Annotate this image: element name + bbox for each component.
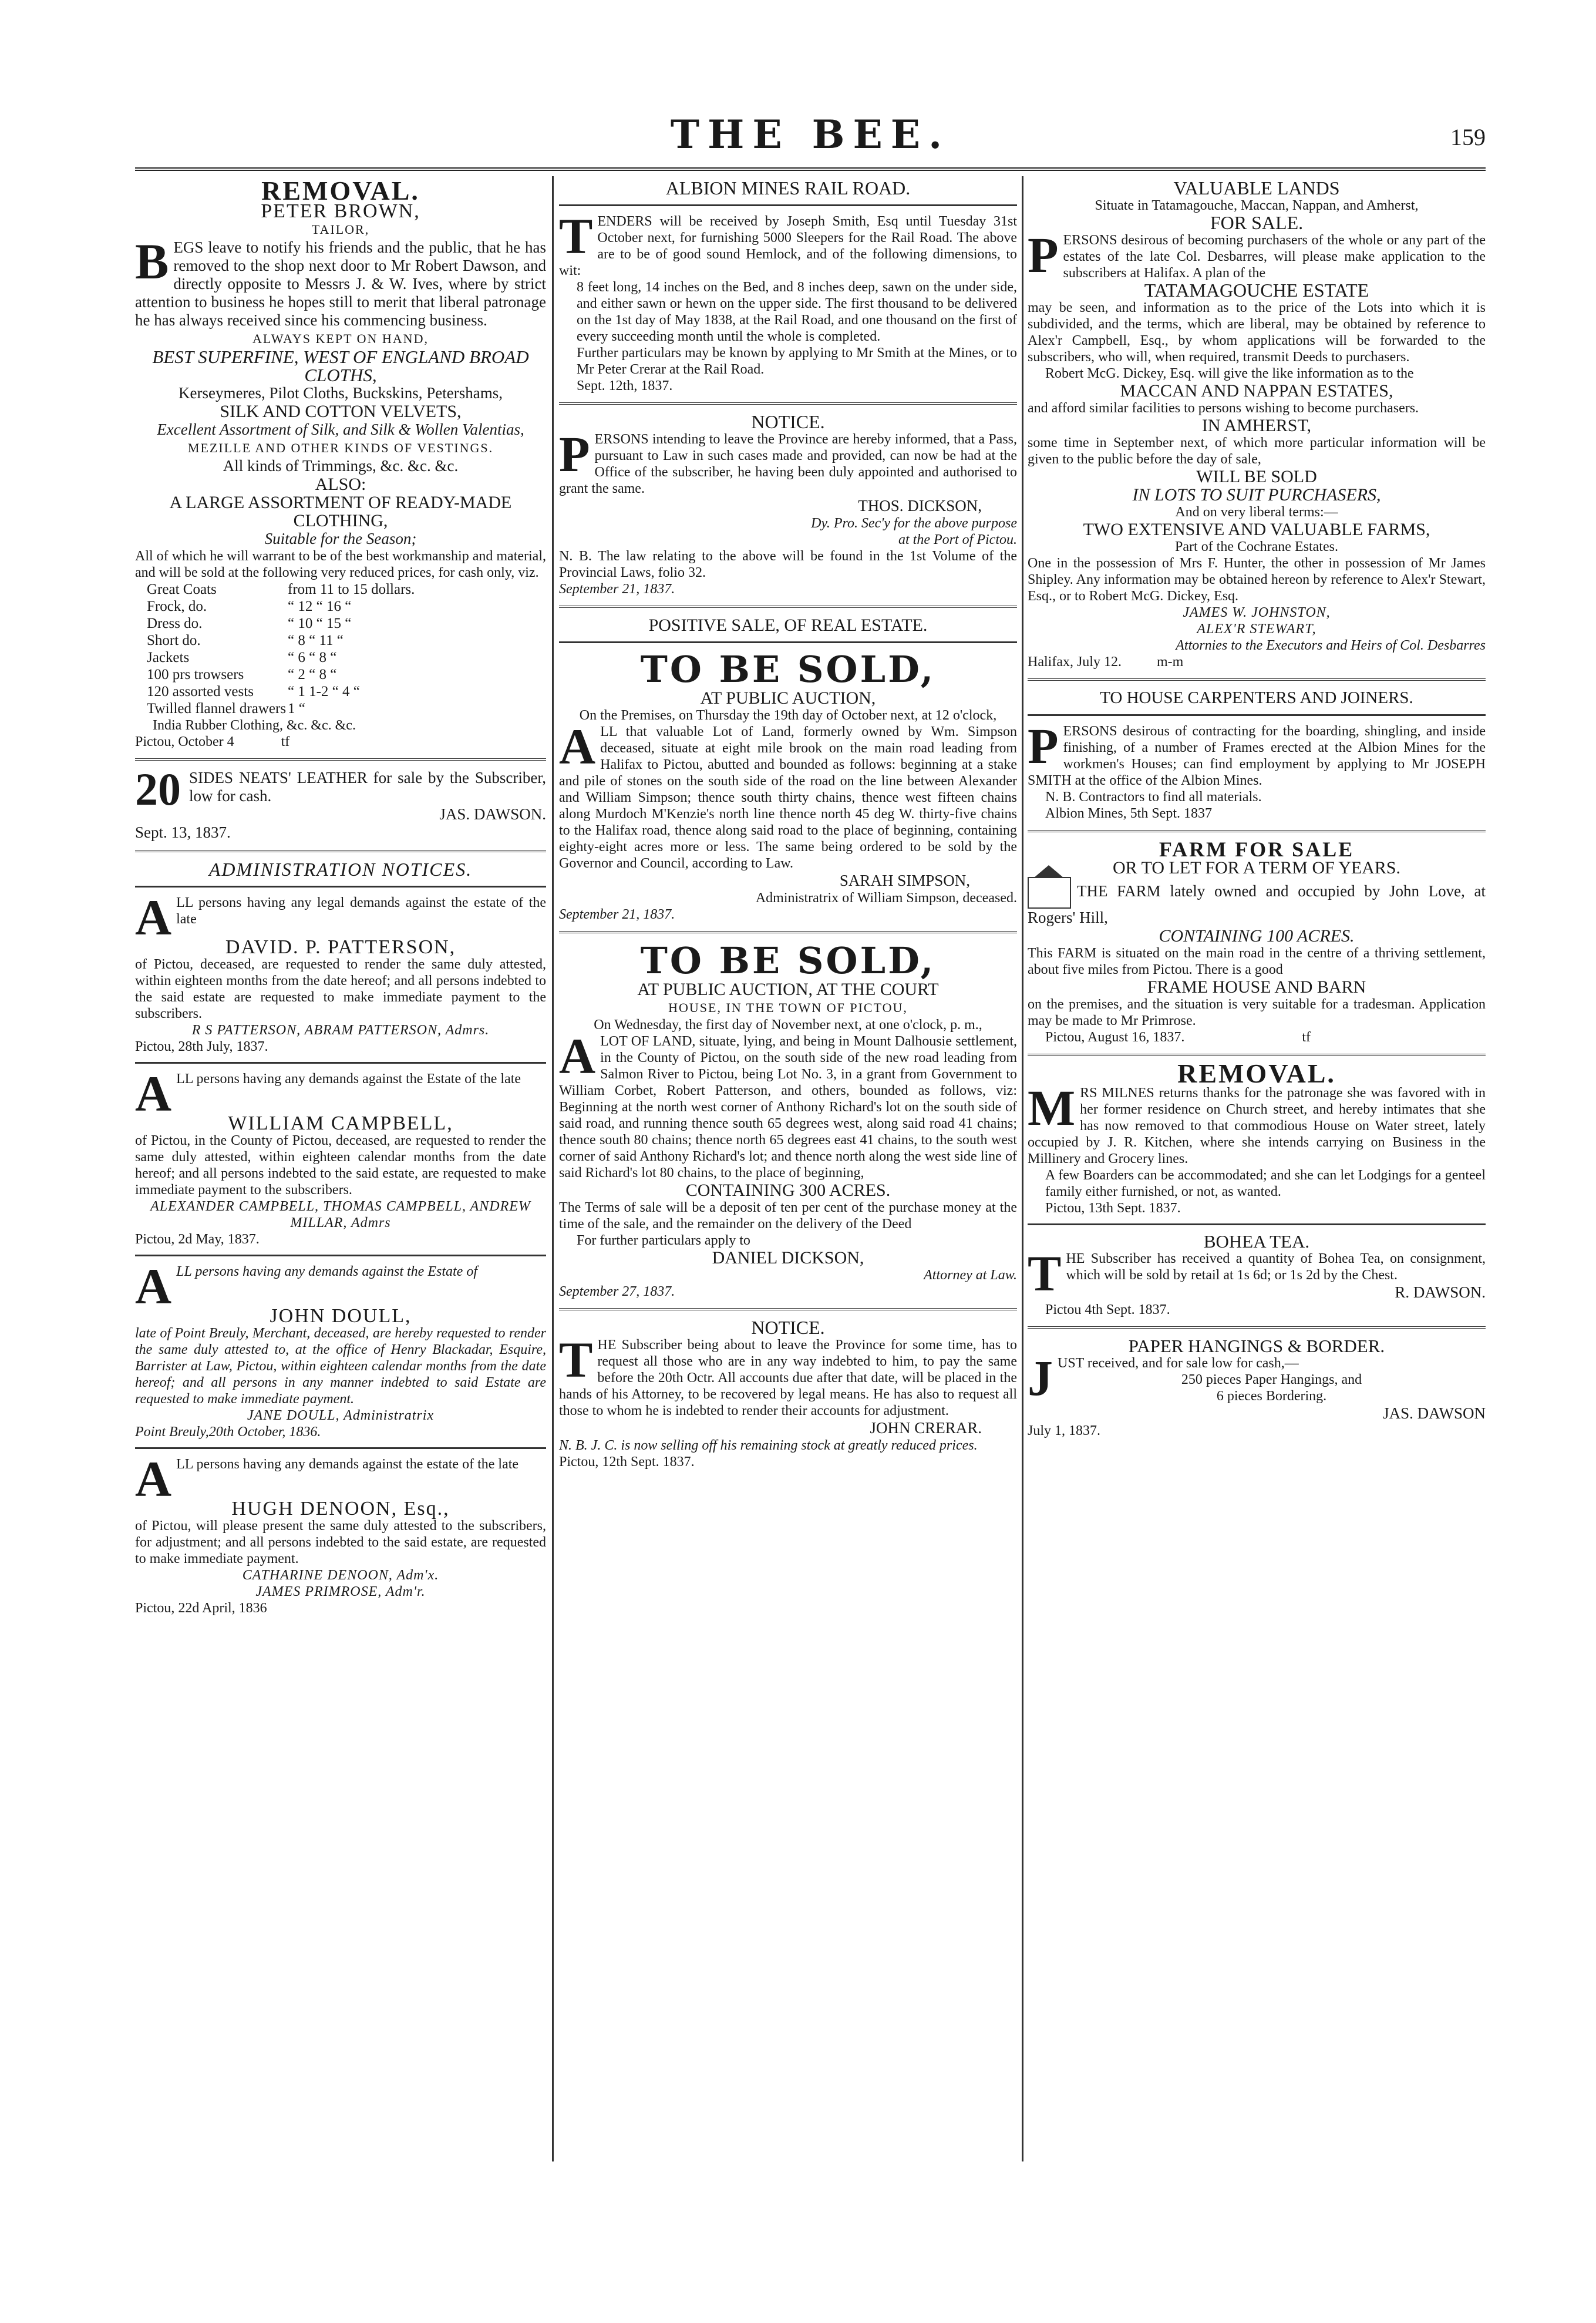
ad-heading: NOTICE. bbox=[751, 411, 825, 432]
divider bbox=[135, 886, 546, 887]
ad-date: Pictou, 12th Sept. 1837. bbox=[559, 1454, 695, 1470]
ad-leather bbox=[135, 764, 546, 842]
ad-signature: SARAH SIMPSON, bbox=[839, 872, 970, 889]
ad-subhead: MACCAN AND NAPPAN ESTATES, bbox=[1120, 381, 1393, 401]
ad-administration bbox=[135, 860, 546, 1616]
ad-body: Part of the Cochrane Estates. bbox=[1175, 539, 1338, 554]
ad-heading: TO BE SOLD, bbox=[640, 939, 936, 982]
ad-positive-sale bbox=[559, 616, 1017, 923]
divider bbox=[1028, 678, 1486, 681]
drop-cap: T bbox=[559, 208, 593, 264]
ad-date: Halifax, July 12. bbox=[1028, 654, 1122, 670]
price-value: “ 12 “ 16 “ bbox=[288, 599, 352, 614]
ad-signature: CATHARINE DENOON, Adm'x. bbox=[242, 1568, 439, 1583]
ad-body: ERSONS desirous of contracting for the boarding, shingling, and inside finishing, of a number of Frames erected at the Albion Mines for the workmen's Houses; can find employment by applying to Mr JOSEPH SMITH at the office of the Albion Mines. bbox=[1028, 724, 1486, 788]
ad-subhead: CONTAINING 300 ACRES. bbox=[685, 1181, 891, 1200]
drop-cap: A bbox=[135, 1451, 172, 1507]
ad-role: Admrs bbox=[351, 1215, 391, 1231]
ad-signature: DANIEL DICKSON, bbox=[712, 1248, 864, 1268]
ad-date: Pictou, 28th July, 1837. bbox=[135, 1039, 268, 1054]
ad-date: Pictou, 2d May, 1837. bbox=[135, 1232, 260, 1247]
price-value: 1 “ bbox=[288, 701, 305, 717]
ad-date: Albion Mines, 5th Sept. 1837 bbox=[1045, 806, 1213, 821]
divider bbox=[559, 1308, 1017, 1310]
ad-body: THE FARM lately owned and occupied by John Love, at Rogers' Hill, bbox=[1028, 882, 1486, 926]
price-item: Jackets bbox=[147, 650, 190, 665]
ad-role: Dy. Pro. Sec'y for the above purpose bbox=[811, 516, 1017, 531]
ad-date: Point Breuly,20th October, 1836. bbox=[135, 1424, 321, 1440]
price-value: “ 2 “ 8 “ bbox=[288, 667, 337, 683]
ad-role: Admrs. bbox=[445, 1023, 490, 1038]
ad-body: RS MILNES returns thanks for the patronage she was favored with in her former residence on Church street, and hereby intimates that she has now removed to that commodious House on Water street, lately occupied by J. R. Kitchen, where she intends carrying on Business in the Millinery and Grocery lines. bbox=[1028, 1085, 1486, 1166]
ad-role: at the Port of Pictou. bbox=[898, 532, 1017, 547]
drop-cap: A bbox=[559, 718, 596, 775]
ad-body: ENDERS will be received by Joseph Smith, Esq until Tuesday 31st October next, for furnishing 5000 Sleepers for the Rail Road. The above are to be of good sound Hemlock, and of the following dimensions, to wit: bbox=[559, 214, 1017, 278]
ad-signature: ALEXANDER CAMPBELL, THOMAS CAMPBELL, ANDREW MILLAR, bbox=[150, 1199, 531, 1231]
divider bbox=[1028, 830, 1486, 832]
ad-when: On the Premises, on Thursday the 19th day of October next, at 12 o'clock, bbox=[579, 708, 997, 723]
ad-item: India Rubber Clothing, &c. &c. &c. bbox=[153, 718, 356, 733]
ad-note: N. B. Contractors to find all materials. bbox=[1045, 789, 1262, 805]
ad-body: LL persons having any demands against the estate of the late bbox=[176, 1457, 519, 1472]
ad-body: and afford similar facilities to persons wishing to become purchasers. bbox=[1028, 401, 1419, 416]
divider bbox=[135, 1447, 546, 1449]
divider bbox=[559, 931, 1017, 933]
ad-subhead: OR TO LET FOR A TERM OF YEARS. bbox=[1112, 858, 1401, 878]
ad-body: Robert McG. Dickey, Esq. will give the like information as to the bbox=[1045, 366, 1414, 381]
ad-signature: JAS. DAWSON bbox=[1383, 1404, 1486, 1422]
price-value: “ 1 1-2 “ 4 “ bbox=[288, 684, 360, 700]
deceased-name: HUGH DENOON, Esq., bbox=[231, 1498, 450, 1519]
ad-date: Pictou, August 16, 1837. bbox=[1045, 1030, 1185, 1045]
ad-date: Pictou, October 4 bbox=[135, 734, 234, 749]
ad-signature: R S PATTERSON, ABRAM PATTERSON, bbox=[191, 1023, 442, 1038]
masthead-rule bbox=[135, 167, 1486, 173]
ad-signature: JANE DOULL, Administratrix bbox=[247, 1408, 435, 1423]
ad-paper-hangings bbox=[1028, 1337, 1486, 1439]
ad-body: Further particulars may be known by applying to Mr Smith at the Mines, or to Mr Peter Crerar at the Rail Road. bbox=[577, 345, 1017, 377]
ad-item: MEZILLE AND OTHER KINDS OF VESTINGS. bbox=[187, 441, 494, 455]
ad-body: LL that valuable Lot of Land, formerly owned by Wm. Simpson deceased, situate at eight mile brook on the main road leading from Halifax to Pictou, abutted and bounded as follows: beginning at a stake and pile of stones on the south side of the road on the line between Alexander and William Simpson; thence south thirty chains, thence west fifteen chains along Murdoch M'Kenzie's north line thence north 45 deg W. thirty-five chains to the Halifax road, thence along said road to the place of beginning, containing eighty-eight acres more or less. The same being ordered to be sold by the Governor and Council, according to Law. bbox=[559, 724, 1017, 871]
price-item: Great Coats bbox=[147, 581, 217, 597]
ad-body: of Pictou, in the County of Pictou, deceased, are requested to render the same duly attested, within eighteen calendar months from the date hereof; and all persons indebted to the said estate, are requested to make immediate payment to the subscribers. bbox=[135, 1133, 546, 1198]
price-value: “ 10 “ 15 “ bbox=[288, 616, 352, 631]
drop-cap: A bbox=[135, 1258, 172, 1315]
ad-subhead: ALWAYS KEPT ON HAND, bbox=[252, 331, 429, 346]
ad-body: This FARM is situated on the main road in the centre of a thriving settlement, about five miles from Pictou. There is a good bbox=[1028, 946, 1486, 977]
divider bbox=[1028, 714, 1486, 716]
ad-subhead: FRAME HOUSE AND BARN bbox=[1147, 977, 1366, 997]
ad-item: Kerseymeres, Pilot Cloths, Buckskins, Petershams, bbox=[179, 384, 503, 402]
house-icon bbox=[1028, 877, 1071, 909]
ad-body: The Terms of sale will be a deposit of ten per cent of the purchase money at the time of the sale, and the remainder on the delivery of the Deed bbox=[559, 1200, 1017, 1232]
divider bbox=[559, 402, 1017, 405]
column-1 bbox=[135, 176, 546, 1622]
drop-cap: M bbox=[1028, 1080, 1076, 1136]
advertiser-name: PETER BROWN, bbox=[261, 200, 420, 222]
column-rule-1 bbox=[552, 176, 554, 2161]
price-row bbox=[135, 615, 546, 632]
ad-body: HE Subscriber has received a quantity of Bohea Tea, on consignment, which will be sold by retail at 1s 6d; or 1s 2d by the Chest. bbox=[1066, 1251, 1486, 1283]
ad-role: Attorney at Law. bbox=[924, 1268, 1017, 1283]
divider bbox=[135, 850, 546, 852]
divider bbox=[1028, 1326, 1486, 1329]
ad-subhead: AT PUBLIC AUCTION, bbox=[700, 688, 876, 708]
ad-date: September 27, 1837. bbox=[559, 1284, 675, 1299]
ad-subhead: CONTAINING 100 ACRES. bbox=[1159, 926, 1355, 946]
ad-body: LL persons having any legal demands against the estate of the late bbox=[176, 895, 546, 927]
price-row bbox=[135, 649, 546, 666]
ad-date: Sept. 13, 1837. bbox=[135, 823, 231, 841]
ad-body: One in the possession of Mrs F. Hunter, the other in possession of Mr James Shipley. Any information may be obtained hereon by reference to Alex'r Stewart, Esq., or to Robert McG. Dickey, Esq. bbox=[1028, 556, 1486, 604]
drop-cap: A bbox=[135, 1065, 172, 1122]
ad-subhead: IN AMHERST, bbox=[1201, 416, 1312, 435]
ad-role: Administratrix of William Simpson, deceased. bbox=[755, 890, 1017, 906]
divider bbox=[559, 204, 1017, 206]
ad-heading: TO BE SOLD, bbox=[640, 648, 936, 691]
ad-body: HE Subscriber being about to leave the Province for some time, has to request all those who are in any way indebted to him, to pay the same before the 20th Octr. All accounts due after that date, will be placed in the hands of his Attorney, to be recovered by legal means. He has also to request all those to whom he is indebted to render their accounts for adjustment. bbox=[559, 1337, 1017, 1418]
ad-subhead: IN LOTS TO SUIT PURCHASERS, bbox=[1132, 485, 1381, 505]
ad-date: Pictou 4th Sept. 1837. bbox=[1045, 1302, 1170, 1317]
ad-body: EGS leave to notify his friends and the public, that he has removed to the shop next door to Mr Robert Dawson, and directly opposite to Messrs J. & W. Ives, where by strict attention to business he hopes still to merit that liberal patronage he has always received since his commencing business. bbox=[135, 238, 546, 329]
price-value: “ 6 “ 8 “ bbox=[288, 650, 337, 665]
ad-heading: POSITIVE SALE, OF REAL ESTATE. bbox=[648, 616, 928, 635]
drop-cap: J bbox=[1028, 1350, 1053, 1406]
ad-item: BEST SUPERFINE, WEST OF ENGLAND BROAD CLOTHS, bbox=[152, 347, 529, 385]
ad-body: of Pictou, will please present the same duly attested to the subscribers, for adjustment; and all persons indebted to the said estate, are requested to make immediate payment. bbox=[135, 1518, 546, 1566]
ad-heading: ADMINISTRATION NOTICES. bbox=[208, 859, 473, 880]
divider bbox=[135, 1062, 546, 1064]
ad-body: For further particulars apply to bbox=[577, 1233, 750, 1248]
divider bbox=[135, 1255, 546, 1256]
price-list bbox=[135, 581, 546, 717]
ad-item: ALSO: bbox=[315, 475, 366, 494]
ad-item: 6 pieces Bordering. bbox=[1216, 1389, 1327, 1404]
ad-heading: PAPER HANGINGS & BORDER. bbox=[1128, 1336, 1385, 1356]
ad-signature: JOHN CRERAR. bbox=[870, 1419, 982, 1437]
deceased-name: WILLIAM CAMPBELL, bbox=[228, 1112, 453, 1134]
divider bbox=[559, 606, 1017, 608]
ad-date: September 21, 1837. bbox=[559, 907, 675, 922]
price-row bbox=[135, 666, 546, 683]
ad-item: 250 pieces Paper Hangings, and bbox=[1181, 1372, 1362, 1387]
ad-signature: JAS. DAWSON. bbox=[439, 805, 546, 823]
ad-body: of Pictou, deceased, are requested to render the same duly attested, within eighteen months from the date hereof; and all persons indebted to the said estate are requested to make immediate payment to the subscribers. bbox=[135, 957, 546, 1021]
ad-tf: m-m bbox=[1156, 654, 1184, 670]
ad-body: All of which he will warrant to be of the best workmanship and material, and will be sold at the following very reduced prices, for cash only, viz. bbox=[135, 549, 546, 580]
ad-when: On Wednesday, the first day of November next, at one o'clock, p. m., bbox=[594, 1017, 982, 1033]
price-row bbox=[135, 700, 546, 717]
ad-body: some time in September next, of which more particular information will be given to the public before the day of sale, bbox=[1028, 435, 1486, 467]
ad-body: on the premises, and the situation is very suitable for a tradesman. Application may be made to Mr Primrose. bbox=[1028, 997, 1486, 1028]
ad-signature: THOS. DICKSON, bbox=[858, 497, 982, 515]
column-3 bbox=[1028, 179, 1486, 1445]
drop-cap: P bbox=[559, 426, 590, 482]
ad-body: ERSONS desirous of becoming purchasers of the whole or any part of the estates of the late Col. Desbarres, will please make application to the subscribers at Halifax. A plan of the bbox=[1063, 233, 1486, 281]
masthead bbox=[135, 112, 1486, 164]
ad-removal-brown bbox=[135, 176, 546, 750]
divider bbox=[1028, 1054, 1486, 1056]
deceased-name: DAVID. P. PATTERSON, bbox=[225, 936, 456, 958]
ad-subhead: AT PUBLIC AUCTION, AT THE COURT bbox=[637, 980, 939, 999]
drop-cap: A bbox=[135, 889, 172, 946]
price-row bbox=[135, 632, 546, 649]
ad-body: may be seen, and information as to the price of the Lots into which it is subdivided, and the terms, which are liberal, may be obtained by reference to Alex'r Campbell, Esq., by whom applications will be forwarded to the subscribers, who will, when required, transmit Deeds to purchasers. bbox=[1028, 300, 1486, 365]
ad-role: Attornies to the Executors and Heirs of Col. Desbarres bbox=[1176, 638, 1486, 653]
ad-notice-passes bbox=[559, 413, 1017, 597]
ad-date: Sept. 12th, 1837. bbox=[577, 378, 673, 394]
ad-rail-road bbox=[559, 179, 1017, 394]
ad-signature: ALEX'R STEWART, bbox=[1197, 621, 1316, 637]
divider bbox=[1028, 1223, 1486, 1225]
ad-carpenters bbox=[1028, 689, 1486, 822]
price-row bbox=[135, 598, 546, 615]
ad-item: Excellent Assortment of Silk, and Silk & Wollen Valentias, bbox=[157, 421, 524, 438]
ad-item: Suitable for the Season; bbox=[264, 530, 417, 547]
advertiser-trade: TAILOR, bbox=[311, 222, 370, 237]
divider bbox=[559, 641, 1017, 643]
ad-subhead: TATAMAGOUCHE ESTATE bbox=[1144, 280, 1369, 301]
ad-body: A few Boarders can be accommodated; and she can let Lodgings for a genteel family either furnished, or not, as wanted. bbox=[1045, 1168, 1486, 1199]
ad-heading: VALUABLE LANDS bbox=[1173, 177, 1340, 199]
price-item: Dress do. bbox=[147, 616, 203, 631]
price-row bbox=[135, 581, 546, 598]
drop-cap: P bbox=[1028, 227, 1059, 283]
ad-date: September 21, 1837. bbox=[559, 581, 675, 597]
ad-body: 8 feet long, 14 inches on the Bed, and 8 inches deep, sawn on the under side, and either sawn or hewn on the upper side. The first thousand to be delivered on the 1st day of May 1838, at the Rail Road, and one thousand on the first of every succeeding month until the whole is completed. bbox=[577, 280, 1017, 344]
ad-item: A LARGE ASSORTMENT OF READY-MADE CLOTHING, bbox=[169, 493, 512, 530]
ad-note: N. B. The law relating to the above will be found in the 1st Volume of the Provincial Laws, folio 32. bbox=[559, 549, 1017, 580]
ad-heading: REMOVAL. bbox=[1177, 1058, 1336, 1088]
leather-count: 20 bbox=[135, 764, 181, 815]
ad-date: Pictou, 22d April, 1836 bbox=[135, 1601, 267, 1616]
ad-body: ERSONS intending to leave the Province are hereby informed, that a Pass, pursuant to Law in such cases made and provided, can now be had at the Office of the subscriber, he having been duly appointed and authorised to grant the same. bbox=[559, 432, 1017, 496]
price-item: 120 assorted vests bbox=[147, 684, 254, 700]
ad-signature: JAMES W. JOHNSTON, bbox=[1183, 605, 1331, 620]
price-item: Twilled flannel drawers bbox=[147, 701, 287, 717]
price-item: Short do. bbox=[147, 633, 201, 648]
ad-farm-for-sale bbox=[1028, 838, 1486, 1045]
ad-valuable-lands bbox=[1028, 179, 1486, 670]
page-number: 159 bbox=[1450, 124, 1486, 150]
ad-signature: R. DAWSON. bbox=[1395, 1283, 1486, 1301]
ad-bohea-tea bbox=[1028, 1232, 1486, 1318]
ad-removal-milnes bbox=[1028, 1058, 1486, 1216]
ad-body: LL persons having any demands against the Estate of bbox=[176, 1264, 477, 1279]
ad-notice-crerar bbox=[559, 1319, 1017, 1470]
ad-item: SILK AND COTTON VELVETS, bbox=[220, 402, 462, 421]
ad-subhead: WILL BE SOLD bbox=[1196, 467, 1317, 486]
ad-subhead: HOUSE, IN THE TOWN OF PICTOU, bbox=[668, 1000, 908, 1015]
price-item: 100 prs trowsers bbox=[147, 667, 244, 683]
ad-body: late of Point Breuly, Merchant, deceased, are hereby requested to render the same duly attested to, at the office of Henry Blackadar, Esquire, Barrister at Law, Pictou, within eighteen calendar months from the date hereof; and all persons in any manner indebted to said Estate are requested to make immediate payment. bbox=[135, 1326, 546, 1407]
newspaper-title: THE BEE. bbox=[670, 112, 951, 157]
drop-cap: B bbox=[135, 233, 169, 290]
ad-heading: REMOVAL. bbox=[261, 176, 420, 206]
ad-tf: tf bbox=[1302, 1030, 1311, 1045]
ad-body: LL persons having any demands against the Estate of the late bbox=[176, 1071, 521, 1087]
drop-cap: A bbox=[559, 1028, 596, 1084]
ad-subhead: Situate in Tatamagouche, Maccan, Nappan, and Amherst, bbox=[1095, 198, 1419, 213]
ad-heading: BOHEA TEA. bbox=[1203, 1231, 1310, 1252]
price-value: from 11 to 15 dollars. bbox=[288, 581, 415, 597]
column-rule-2 bbox=[1022, 176, 1023, 2161]
ad-body: And on very liberal terms:— bbox=[1175, 505, 1338, 520]
drop-cap: P bbox=[1028, 718, 1059, 774]
price-value: “ 8 “ 11 “ bbox=[288, 633, 344, 648]
price-item: Frock, do. bbox=[147, 599, 207, 614]
ad-body: LOT OF LAND, situate, lying, and being in Mount Dalhousie settlement, in the County of Pictou, on the south side of the new road leading from Salmon River to Pictou, being Lot No. 3, in a grant from Government to William Corbet, Robert Patterson, and others, bounded as follows, viz: Beginning at the north west corner of Anthony Richard's lot on the south side of said road, and running thence south 65 degrees west, along said road 41 chains; thence south 80 chains; thence north 65 degrees east 41 chains, to the south west corner of said Anthony Richard's lot; and thence north along the west side line of said Richard's lot 80 chains, to the place of beginning, bbox=[559, 1034, 1017, 1181]
deceased-name: JOHN DOULL, bbox=[270, 1305, 412, 1327]
ad-heading: TO HOUSE CARPENTERS AND JOINERS. bbox=[1100, 688, 1413, 707]
ad-body: UST received, and for sale low for cash,— bbox=[1058, 1356, 1299, 1371]
ad-heading: FARM FOR SALE bbox=[1159, 838, 1355, 861]
price-row bbox=[135, 683, 546, 700]
ad-tf: tf bbox=[281, 734, 290, 749]
ad-item: All kinds of Trimmings, &c. &c. &c. bbox=[223, 457, 459, 475]
ad-signature: JAMES PRIMROSE, Adm'r. bbox=[255, 1584, 426, 1599]
ad-date: July 1, 1837. bbox=[1028, 1423, 1101, 1438]
ad-subhead: TWO EXTENSIVE AND VALUABLE FARMS, bbox=[1083, 520, 1430, 539]
ad-court-house-sale bbox=[559, 939, 1017, 1300]
ad-heading: ALBION MINES RAIL ROAD. bbox=[665, 177, 911, 199]
drop-cap: T bbox=[559, 1332, 593, 1388]
ad-subhead: FOR SALE. bbox=[1210, 212, 1304, 233]
ad-date: Pictou, 13th Sept. 1837. bbox=[1045, 1201, 1181, 1216]
ad-body: SIDES NEATS' LEATHER for sale by the Subscriber, low for cash. bbox=[189, 769, 546, 805]
column-2 bbox=[559, 179, 1017, 1476]
ad-note: N. B. J. C. is now selling off his remaining stock at greatly reduced prices. bbox=[559, 1438, 978, 1453]
ad-heading: NOTICE. bbox=[751, 1317, 825, 1338]
divider bbox=[135, 758, 546, 761]
drop-cap: T bbox=[1028, 1245, 1062, 1302]
